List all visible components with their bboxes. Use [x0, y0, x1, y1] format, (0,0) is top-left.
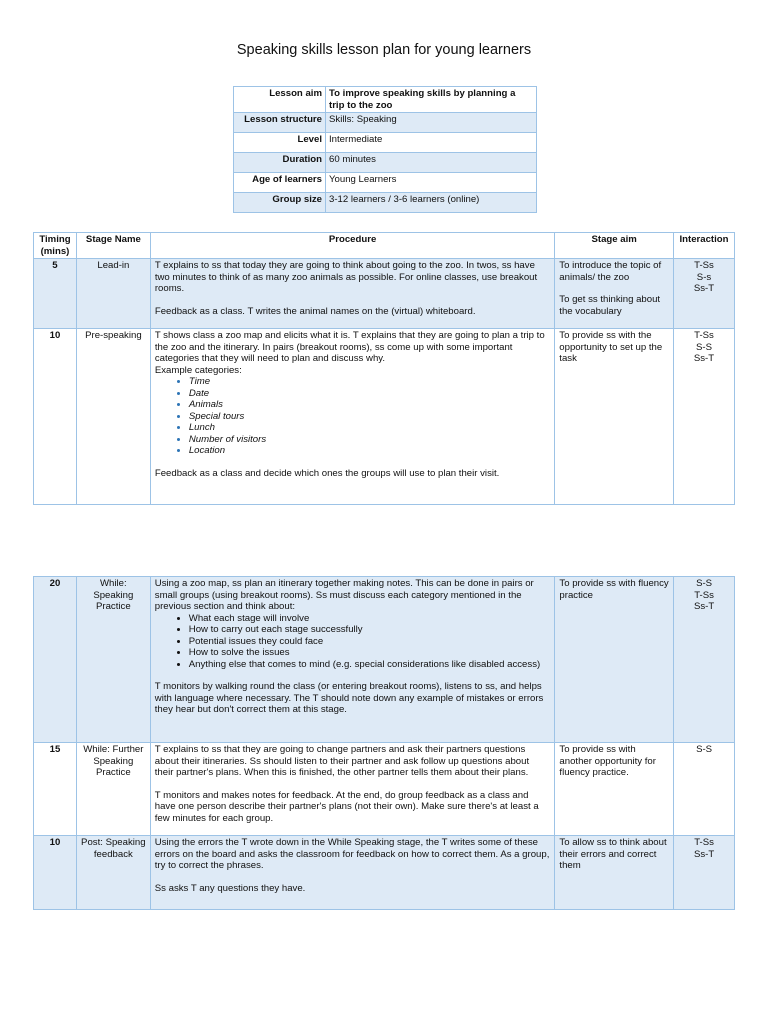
info-row — [234, 193, 537, 213]
lesson-info-table — [233, 86, 537, 213]
header-stage: Stage Name — [76, 233, 150, 259]
timing-cell: 20 — [34, 577, 77, 743]
interaction-item: T-Ss — [694, 837, 714, 848]
aim-cell — [555, 259, 674, 329]
info-row — [234, 87, 537, 113]
interaction-item: T-Ss — [694, 260, 714, 271]
stage-cell: Lead-in — [76, 259, 150, 329]
aim-cell — [555, 743, 674, 836]
list-item: • Number of visitors — [189, 434, 550, 446]
timing-cell: 10 — [34, 329, 77, 505]
procedure-text: T monitors by walking round the class (or entering breakout rooms), listens to ss, and helps with language where necessary. The T should note down any example of mistakes or errors they hear but don't correct them at this stage. — [154, 681, 544, 715]
aim-text: To provide ss with fluency practice — [559, 578, 669, 601]
interaction-item: Ss-T — [693, 848, 715, 860]
header-interaction: Interaction — [674, 233, 735, 259]
category-list — [155, 376, 550, 457]
info-row — [234, 113, 537, 133]
header-timing: Timing (mins) — [34, 233, 77, 259]
interaction-item: S-s — [696, 271, 712, 283]
aim-text: To provide ss with another opportunity for fluency practice. — [559, 744, 656, 778]
list-item: • Location — [189, 445, 550, 457]
list-item: • How to solve the issues — [189, 647, 551, 659]
discussion-list — [155, 613, 551, 671]
table-row — [34, 259, 735, 329]
procedure-text: Using the errors the T wrote down in the While Speaking stage, the T writes some of these errors on the board and asks the classroom for feedback on how to correct them. As a group, try to correct the phrases. — [154, 837, 550, 871]
interaction-item: T-Ss — [694, 589, 714, 601]
interaction-cell — [674, 577, 735, 743]
procedure-cell — [150, 259, 554, 329]
list-item: • Date — [189, 388, 550, 400]
header-procedure: Procedure — [150, 233, 554, 259]
timing-cell: 10 — [34, 836, 77, 910]
aim-text: To allow ss to think about their errors and correct them — [559, 837, 667, 871]
procedure-text: Feedback as a class and decide which ones the groups will use to plan their visit. — [154, 467, 500, 479]
info-key: Age of learners — [234, 173, 326, 193]
aim-text: To provide ss with the opportunity to set up the task — [559, 330, 663, 364]
list-item: • Time — [189, 376, 550, 388]
table-row — [34, 577, 735, 743]
info-value: 3-12 learners / 3-6 learners (online) — [326, 193, 537, 213]
procedure-text: Feedback as a class. T writes the animal names on the (virtual) whiteboard. — [154, 305, 476, 317]
list-item: • How to carry out each stage successfully — [189, 624, 551, 636]
info-key: Lesson aim — [234, 87, 326, 113]
interaction-cell — [674, 743, 735, 836]
list-item: • Special tours — [189, 411, 550, 423]
procedure-text: Using a zoo map, ss plan an itinerary together making notes. This can be done in pairs or small groups (using breakout rooms). Ss must discuss each category mentioned in the previous section and think about: — [154, 578, 534, 612]
info-row — [234, 153, 537, 173]
list-item: • Potential issues they could face — [189, 636, 551, 648]
timing-cell: 5 — [34, 259, 77, 329]
interaction-cell — [674, 836, 735, 910]
procedure-cell — [150, 836, 555, 910]
aim-cell — [555, 836, 674, 910]
table-row — [34, 836, 735, 910]
list-item: • What each stage will involve — [189, 613, 551, 625]
aim-cell — [555, 577, 674, 743]
info-value: 60 minutes — [326, 153, 537, 173]
interaction-item: Ss-T — [693, 601, 715, 612]
stage-cell: While: Speaking Practice — [76, 577, 150, 743]
info-row — [234, 173, 537, 193]
header-aim: Stage aim — [555, 233, 674, 259]
timing-cell: 15 — [34, 743, 77, 836]
list-item: • Lunch — [189, 422, 550, 434]
interaction-cell — [674, 259, 735, 329]
info-key: Duration — [234, 153, 326, 173]
stage-cell: While: Further Speaking Practice — [76, 743, 150, 836]
procedure-text: T explains to ss that today they are going to think about going to the zoo. In twos, ss have two minutes to think of as many zoo animals as possible. For online classes, use breakout rooms. — [154, 260, 538, 294]
procedure-text: T monitors and makes notes for feedback. At the end, do group feedback as a class and have one person describe their partner's plans (not their own). Make sure there's at least a few minutes for each group. — [154, 789, 539, 824]
info-value: Young Learners — [326, 173, 537, 193]
page-title: Speaking skills lesson plan for young learners — [236, 42, 532, 58]
procedure-text: Ss asks T any questions they have. — [154, 882, 306, 894]
procedure-table-page1 — [33, 232, 735, 505]
interaction-item: S-S — [696, 341, 712, 353]
info-key: Level — [234, 133, 326, 153]
procedure-cell — [150, 577, 555, 743]
info-row — [234, 133, 537, 153]
interaction-item: T-Ss — [694, 330, 714, 341]
interaction-cell — [674, 329, 735, 505]
list-item: • Anything else that comes to mind (e.g. special considerations like disabled access) — [189, 659, 551, 671]
info-key: Group size — [234, 193, 326, 213]
info-value: Intermediate — [326, 133, 537, 153]
interaction-item: S-S — [696, 744, 713, 755]
stage-cell: Pre-speaking — [76, 329, 150, 505]
procedure-table-page2 — [33, 576, 735, 910]
aim-text: To introduce the topic of animals/ the zoo — [559, 260, 662, 283]
aim-cell — [555, 329, 674, 505]
list-item: • Animals — [189, 399, 550, 411]
procedure-text: T shows class a zoo map and elicits what it is. T explains that they are going to plan a trip to the zoo and the itinerary. In pairs (breakout rooms), ss come up with some important categories that they will need to plan and discuss why. — [154, 330, 545, 364]
stage-cell: Post: Speaking feedback — [76, 836, 150, 910]
info-key: Lesson structure — [234, 113, 326, 133]
interaction-item: Ss-T — [693, 353, 715, 364]
table-row — [34, 743, 735, 836]
info-value: Skills: Speaking — [326, 113, 537, 133]
interaction-item: S-S — [696, 578, 713, 589]
table-row — [34, 329, 735, 505]
procedure-cell — [150, 743, 555, 836]
aim-text: To get ss thinking about the vocabulary — [559, 294, 661, 317]
procedure-text: Example categories: — [154, 364, 242, 376]
info-value: To improve speaking skills by planning a trip to the zoo — [326, 87, 537, 113]
procedure-text: T explains to ss that they are going to change partners and ask their partners questions about their itineraries. Ss should listen to their partner and ask follow up questions about their partner's plans. When this is finished, the other partner tells them about their plans. — [154, 744, 530, 778]
table-header-row — [34, 233, 735, 259]
interaction-item: Ss-T — [693, 283, 715, 294]
procedure-cell — [150, 329, 554, 505]
